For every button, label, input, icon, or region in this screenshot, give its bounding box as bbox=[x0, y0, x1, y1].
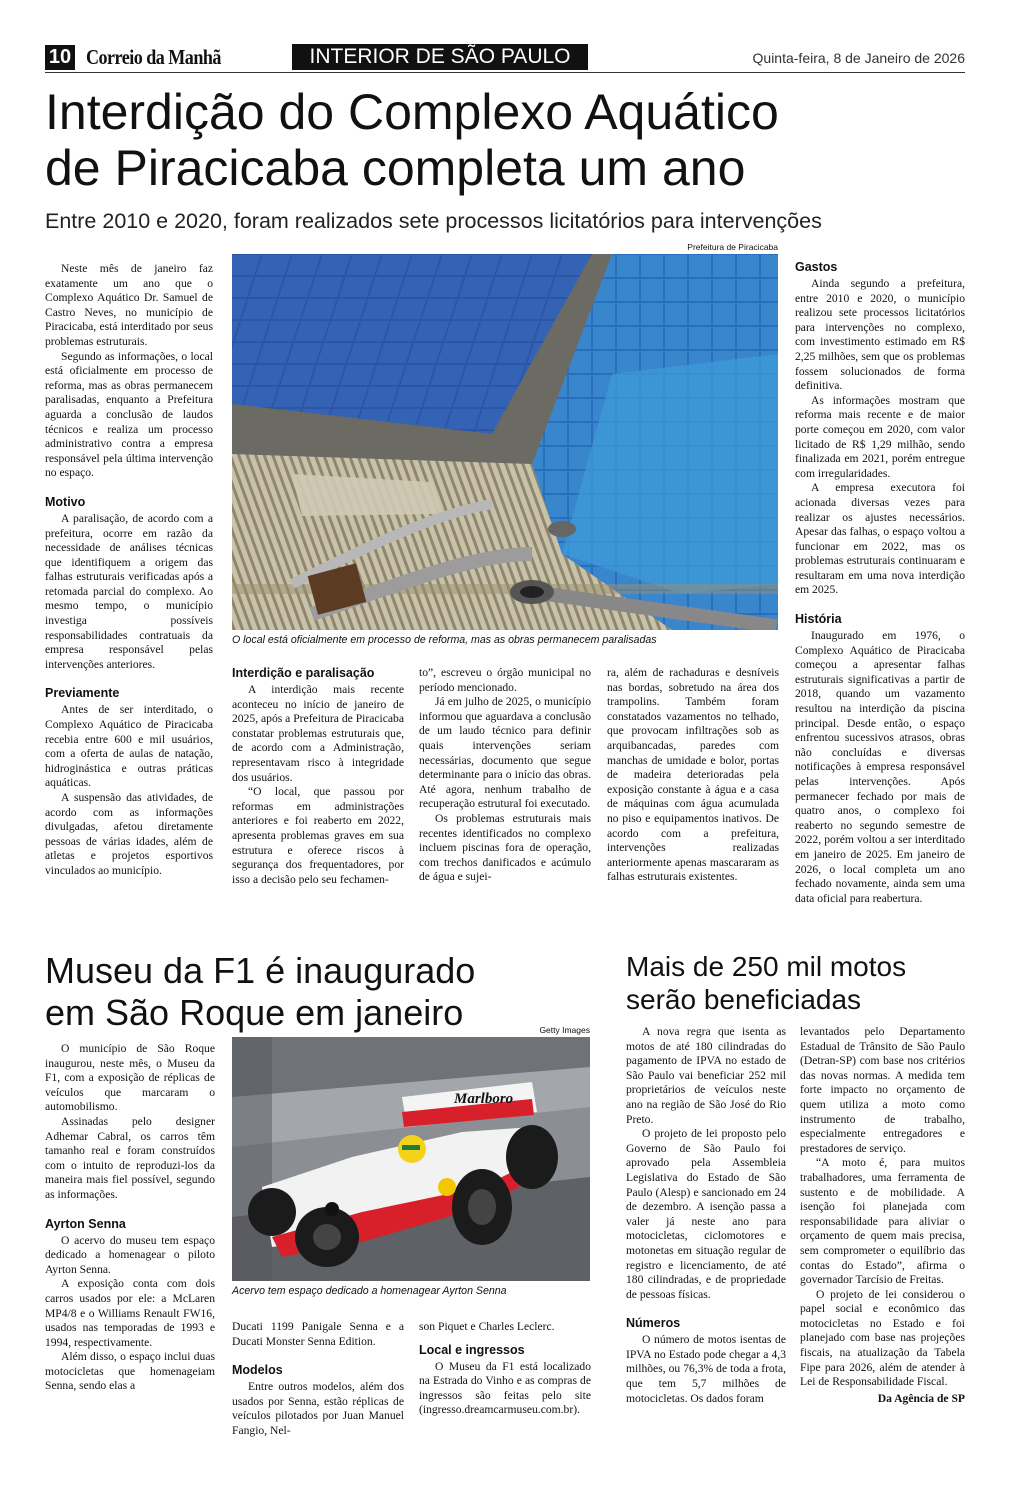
subheading-numeros: Números bbox=[626, 1316, 681, 1331]
section-banner: INTERIOR DE SÃO PAULO bbox=[292, 44, 588, 70]
article3-column-1 bbox=[626, 1025, 786, 1406]
subheading-local-ingressos: Local e ingressos bbox=[419, 1342, 525, 1357]
article1-column-3 bbox=[419, 666, 591, 885]
photo-caption: Acervo tem espaço dedicado a homenagear Ayrton Senna bbox=[232, 1285, 507, 1297]
headline-line-1: Mais de 250 mil motos bbox=[626, 951, 907, 982]
article1-subhead: Entre 2010 e 2020, foram realizados sete processos licitatórios para intervenções bbox=[45, 209, 822, 233]
headline-line-2: em São Roque em janeiro bbox=[45, 992, 464, 1033]
article2-column-1 bbox=[45, 1042, 215, 1394]
subheading-previamente: Previamente bbox=[45, 686, 120, 701]
paragraph: son Piquet e Charles Leclerc. bbox=[419, 1320, 555, 1333]
signature: Da Agência de SP bbox=[877, 1391, 965, 1405]
paragraph: levantados pelo Departamento Estadual de Trânsito de São Paulo (Detran-SP) com base nos critérios das novas normas. A medida tem forte impacto no orçamento de quem utiliza a moto como instrumento de trabalho, especialmente entregadores e prestadores de serviço. bbox=[800, 1025, 965, 1155]
paragraph: Além disso, o espaço inclui duas motocicletas que homenageiam Senna, sendo elas a bbox=[45, 1350, 215, 1393]
article1-column-1 bbox=[45, 262, 213, 879]
paragraph: Já em julho de 2025, o município informou que aguardava a conclusão de um laudo técnico para definir quais intervenções seriam necessárias, documento que segue determinante para o início das obras. Até agora, nenhum trabalho de recuperação estrutural foi executado. bbox=[419, 695, 591, 811]
car-livery-text: Marlboro bbox=[454, 1091, 514, 1107]
issue-date: Quinta-feira, 8 de Janeiro de 2026 bbox=[752, 50, 965, 66]
article1-column-5 bbox=[795, 260, 965, 906]
paragraph: to”, escreveu o órgão municipal no período mencionado. bbox=[419, 666, 591, 694]
pool-photo bbox=[232, 254, 778, 630]
article2-column-2 bbox=[232, 1320, 404, 1439]
paragraph: Antes de ser interditado, o Complexo Aquático de Piracicaba recebia entre 600 e mil usuários, com a oferta de aulas de natação, hidroginástica e outras práticas aquáticas. bbox=[45, 703, 213, 790]
article1-headline bbox=[45, 84, 965, 196]
article3-column-2 bbox=[800, 1025, 965, 1406]
paragraph: O projeto de lei considerou o papel social e econômico das motocicletas no Estado e foi planejado com base nas projeções fiscais, na atualização da Tabela Fipe para 2026, além de atender à Lei de Responsabilidade Fiscal. bbox=[800, 1287, 965, 1389]
article2-column-3 bbox=[419, 1320, 591, 1418]
page-number: 10 bbox=[45, 45, 75, 70]
paragraph: Assinadas pelo designer Adhemar Cabral, os carros têm tamanho real e foram construídos com o intuito de reproduzi-los da maneira mais fiel possível, segundo as informações. bbox=[45, 1114, 215, 1201]
article1-column-2 bbox=[232, 666, 404, 887]
paragraph: “O local, que passou por reformas em administrações anteriores e foi reaberto em 2022, apresenta problemas graves em sua estrutura e oferece riscos à segurança dos frequentadores, por isso a decisão pelo seu fechamen- bbox=[232, 785, 404, 886]
header-rule bbox=[45, 72, 965, 73]
headline-line-1: Interdição do Complexo Aquático bbox=[45, 84, 779, 140]
paragraph: A suspensão das atividades, de acordo com as informações divulgadas, afetou diretamente pessoas de várias idades, além de atletas e projetos esportivos vinculados ao município. bbox=[45, 791, 213, 877]
paragraph: “A moto é, para muitos trabalhadores, uma ferramenta de sustento e de mobilidade. A isenção foi planejada com responsabilidade para aliviar o orçamento de quem mais precisa, sem comprometer o equilíbrio das contas do Estado”, afirma o governador Tarcísio de Freitas. bbox=[800, 1156, 965, 1287]
headline-line-2: serão beneficiadas bbox=[626, 984, 862, 1015]
pool-illustration bbox=[232, 254, 778, 630]
photo-credit: Getty Images bbox=[539, 1025, 590, 1035]
paragraph: As informações mostram que reforma mais recente e de maior porte começou em 2020, com valor licitado de R$ 1,29 milhão, sendo finalizada em 2021, porém entregue com irregularidades. bbox=[795, 393, 965, 480]
article1-column-4 bbox=[607, 666, 779, 885]
subheading-modelos: Modelos bbox=[232, 1363, 283, 1378]
paragraph: O município de São Roque inaugurou, neste mês, o Museu da F1, com a exposição de réplicas de veículos que marcaram o automobilismo. bbox=[45, 1042, 215, 1114]
paragraph: O número de motos isentas de IPVA no Estado pode chegar a 4,3 milhões, ou 76,3% de toda a frota, que tem 5,7 milhões de motocicletas. Os dados foram bbox=[626, 1333, 786, 1405]
photo-caption: O local está oficialmente em processo de reforma, mas as obras permanecem paralisadas bbox=[232, 634, 657, 646]
paragraph: Ainda segundo a prefeitura, entre 2010 e 2020, o município realizou sete processos licitatórios para intervenções no complexo, com investimento estimado em R$ 2,25 milhões, sem que os problemas fossem solucionados de forma definitiva. bbox=[795, 277, 965, 393]
paragraph: Os problemas estruturais mais recentes identificados no complexo incluem piscinas fora de operação, com trechos danificados e acúmulo de água e sujei- bbox=[419, 811, 591, 884]
photo-credit: Prefeitura de Piracicaba bbox=[687, 242, 778, 252]
subheading-interdicao: Interdição e paralisação bbox=[232, 666, 375, 680]
article3-headline bbox=[626, 950, 966, 1016]
paragraph: Ducati 1199 Panigale Senna e a Ducati Monster Senna Edition. bbox=[232, 1320, 404, 1348]
subheading-historia: História bbox=[795, 612, 842, 627]
paragraph: Segundo as informações, o local está oficialmente em processo de reforma, mas as obras permanecem paralisadas, enquanto a Prefeitura aguarda a conclusão de laudos técnicos e realiza um processo administrativo contra a empresa responsável pela última intervenção no espaço. bbox=[45, 349, 213, 480]
f1-car-photo bbox=[232, 1037, 590, 1281]
headline-line-1: Museu da F1 é inaugurado bbox=[45, 950, 476, 991]
subheading-ayrton-senna: Ayrton Senna bbox=[45, 1216, 126, 1231]
paragraph: O projeto de lei proposto pelo Governo de São Paulo foi aprovado pela Assembleia Legislativa do Estado de São Paulo (Alesp) e sancionado em 24 de dezembro. A isenção passa a valer já neste ano para motocicletas, ciclomotores e motonetas em situação regular de registro e licenciamento, de até 180 cilindradas, e de propriedade de pessoas físicas. bbox=[626, 1127, 786, 1301]
subheading-gastos: Gastos bbox=[795, 260, 838, 274]
paragraph: Inaugurado em 1976, o Complexo Aquático de Piracicaba começou a apresentar falhas estruturais significativas a partir de 2018, quando um vazamento resultou na interdição da piscina principal. Desde então, o espaço enfrentou sucessivos atrasos, obras não concluídas e diversas notificações à empresa responsável pelas intervenções. Após permanecer fechado por mais de quatro anos, o complexo foi reaberto no segundo semestre de 2022, porém voltou a ser interditado em janeiro de 2025. Em janeiro de 2026, o local completa um ano fechado novamente, ainda sem uma data oficial para reabertura. bbox=[795, 629, 965, 905]
paragraph: O acervo do museu tem espaço dedicado a homenagear o piloto Ayrton Senna. bbox=[45, 1233, 215, 1276]
paragraph: Neste mês de janeiro faz exatamente um ano que o Complexo Aquático Dr. Samuel de Castro Neves, no município de Piracicaba, está interditado por seus problemas estruturais. bbox=[45, 262, 213, 348]
paragraph: A paralisação, de acordo com a prefeitura, ocorre em razão da necessidade de análises técnicas que identifiquem a origem das falhas estruturais verificadas após a retomada parcial do complexo. Ao mesmo tempo, o município investiga possíveis responsabilidades contratuais da empresa responsável pelas intervenções anteriores. bbox=[45, 511, 213, 671]
paragraph: Entre outros modelos, além dos usados por Senna, estão réplicas de veículos pilotados por Juan Manuel Fangio, Nel- bbox=[232, 1380, 404, 1437]
f1-car-illustration bbox=[232, 1037, 590, 1281]
paragraph: O Museu da F1 está localizado na Estrada do Vinho e as compras de ingressos são feitas pelo site (ingresso.dreamcarmuseu.com.br). bbox=[419, 1359, 591, 1417]
subheading-motivo: Motivo bbox=[45, 494, 86, 509]
paragraph: A nova regra que isenta as motos de até 180 cilindradas do pagamento de IPVA no estado de São Paulo vai beneficiar 252 mil proprietários de veículos neste ano na região de São José do Rio Preto. bbox=[626, 1025, 786, 1126]
paragraph: A interdição mais recente aconteceu no início de janeiro de 2025, após a Prefeitura de Piracicaba constatar problemas estruturais que, de acordo com a Administração, representavam risco à integridade dos usuários. bbox=[232, 683, 404, 784]
masthead-logo: Correio da Manhã bbox=[86, 45, 221, 69]
paragraph: ra, além de rachaduras e desníveis nas bordas, sobretudo na área dos trampolins. Também foram constatados vazamentos no telhado, que provocam infiltrações sob as arquibancadas, paredes com manchas de umidade e bolor, portas de madeira deterioradas pela exposição constante à água e a casa de máquinas com água acumulada no piso e equipamentos inativos. De acordo com a prefeitura, intervenções realizadas anteriormente apenas mascararam as falhas estruturais existentes. bbox=[607, 666, 779, 884]
headline-line-2: de Piracicaba completa um ano bbox=[45, 140, 746, 196]
paragraph: A empresa executora foi acionada diversas vezes para realizar os ajustes necessários. Apesar das falhas, o espaço voltou a funcionar em 2022, mas os problemas estruturais continuaram e resultaram em uma nova interdição em 2025. bbox=[795, 481, 965, 597]
article2-headline bbox=[45, 950, 605, 1034]
paragraph: A exposição conta com dois carros usados por ele: a McLaren MP4/8 e o Williams Renault FW16, usados nas temporadas de 1993 e 1994, respectivamente. bbox=[45, 1277, 215, 1349]
